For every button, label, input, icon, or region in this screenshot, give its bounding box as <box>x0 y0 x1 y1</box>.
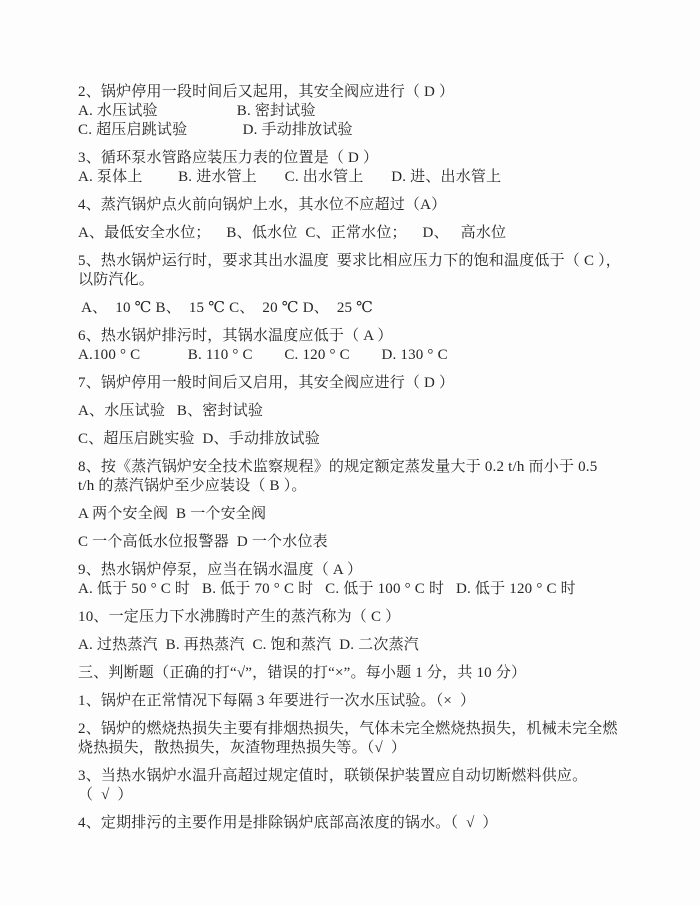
text-line: C 一个高低水位报警器 D 一个水位表 <box>78 534 328 550</box>
question-7-options-cd <box>78 430 638 449</box>
text-line: A. 低于 50 ° C 时 B. 低于 70 ° C 时 C. 低于 100 ° C 时 D. 低于 120 ° C 时 <box>78 581 576 597</box>
text-line: （ √ ） <box>78 787 133 803</box>
question-4-options <box>78 224 638 243</box>
text-line: 3、循环泵水管路应装压力表的位置是（ D ） <box>78 150 379 166</box>
question-8 <box>78 458 638 496</box>
text-line: A、 10 ℃ B、 15 ℃ C、 20 ℃ D、 25 ℃ <box>78 300 374 316</box>
text-line: 4、蒸汽锅炉点火前向锅炉上水，其水位不应超过（A） <box>78 197 447 213</box>
text-line: C. 超压启跳试验 D. 手动排放试验 <box>78 122 353 138</box>
text-line: 8、按《蒸汽锅炉安全技术监察规程》的规定额定蒸发量大于 0.2 t/h 而小于 0.5 <box>78 459 598 475</box>
text-line: C、超压启跳实验 D、手动排放试验 <box>78 431 320 447</box>
text-line: 9、热水锅炉停泵，应当在锅水温度（ A ） <box>78 562 363 578</box>
exam-content <box>78 83 638 842</box>
judge-4 <box>78 814 638 833</box>
text-line: A.100 ° C B. 110 ° C C. 120 ° C D. 130 ° C <box>78 347 448 363</box>
text-line: 2、锅炉的燃烧热损失主要有排烟热损失，气体未完全燃烧热损失，机械未完全燃 <box>78 721 618 737</box>
text-line: 2、锅炉停用一段时间后又起用，其安全阀应进行（ D ） <box>78 84 455 100</box>
question-8-options-cd <box>78 533 638 552</box>
text-line: 烧热损失，散热损失，灰渣物理热损失等。（√ ） <box>78 740 407 756</box>
text-line: t/h 的蒸汽锅炉至少应装设（ B ）。 <box>78 478 307 494</box>
text-line: A、最低安全水位； B、低水位 C、正常水位； D、 高水位 <box>78 225 507 241</box>
question-7 <box>78 374 638 393</box>
question-7-options-ab <box>78 402 638 421</box>
judge-2 <box>78 720 638 758</box>
text-line: 10、一定压力下水沸腾时产生的蒸汽称为（ C ） <box>78 609 401 625</box>
question-9 <box>78 561 638 599</box>
judge-3 <box>78 767 638 805</box>
question-5-options <box>78 299 638 318</box>
text-line: 4、定期排污的主要作用是排除锅炉底部高浓度的锅水。（ √ ） <box>78 815 498 831</box>
question-10-options <box>78 636 638 655</box>
text-line: 三、判断题（正确的打“√”，错误的打“×”。每小题 1 分，共 10 分） <box>78 665 527 681</box>
question-3 <box>78 149 638 187</box>
text-line: A. 水压试验 B. 密封试验 <box>78 103 316 119</box>
judge-1 <box>78 692 638 711</box>
question-10 <box>78 608 638 627</box>
section-3-header <box>78 664 638 683</box>
question-8-options-ab <box>78 505 638 524</box>
text-line: 6、热水锅炉排污时，其锅水温度应低于（ A ） <box>78 328 393 344</box>
text-line: 3、当热水锅炉水温升高超过规定值时，联锁保护装置应自动切断燃料供应。 <box>78 768 588 784</box>
question-4 <box>78 196 638 215</box>
text-line: 7、锅炉停用一般时间后又启用，其安全阀应进行（ D ） <box>78 375 455 391</box>
text-line: 1、锅炉在正常情况下每隔 3 年要进行一次水压试验。（× ） <box>78 693 476 709</box>
question-5 <box>78 252 638 290</box>
question-6 <box>78 327 638 365</box>
text-line: A 两个安全阀 B 一个安全阀 <box>78 506 267 522</box>
text-line: 以防汽化。 <box>78 272 155 288</box>
text-line: A. 泵体上 B. 进水管上 C. 出水管上 D. 进、出水管上 <box>78 169 502 185</box>
text-line: A、水压试验 B、密封试验 <box>78 403 264 419</box>
text-line: 5、热水锅炉运行时，要求其出水温度 要求比相应压力下的饱和温度低于（ C ）， <box>78 253 622 269</box>
text-line: A. 过热蒸汽 B. 再热蒸汽 C. 饱和蒸汽 D. 二次蒸汽 <box>78 637 419 653</box>
question-2 <box>78 83 638 140</box>
